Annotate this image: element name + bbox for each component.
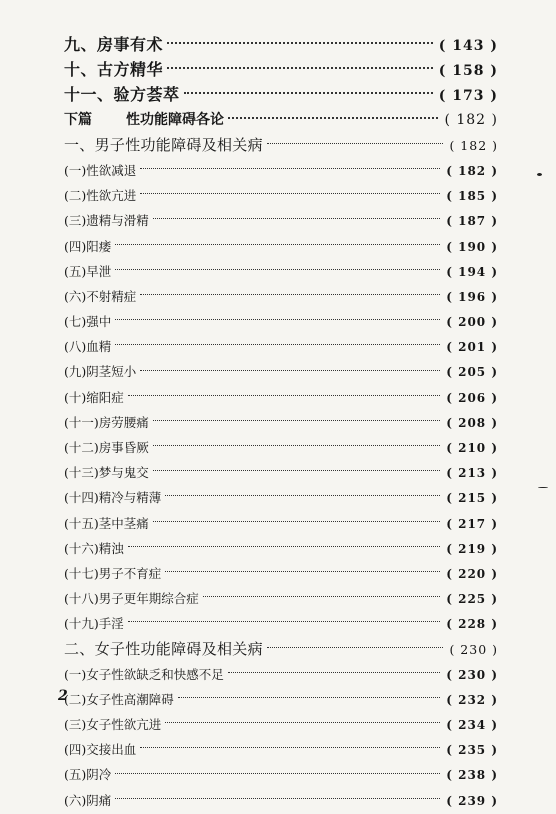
toc-entry-title: (五)早泄 bbox=[64, 263, 112, 279]
toc-entry-page: ( 238 ) bbox=[446, 768, 498, 783]
dot-leader bbox=[267, 142, 444, 144]
toc-entry-title: (八)血精 bbox=[64, 339, 112, 355]
dot-leader bbox=[153, 520, 440, 522]
part-title: 性功能障碍各论 bbox=[126, 111, 224, 128]
toc-entry-page: ( 187 ) bbox=[446, 214, 498, 229]
part-prefix: 下篇 bbox=[64, 111, 92, 128]
dot-leader bbox=[153, 444, 440, 446]
toc-entry-title: 十、古方精华 bbox=[64, 60, 164, 80]
dot-leader bbox=[153, 217, 440, 219]
toc-entry-title: (二)女子性高潮障碍 bbox=[64, 691, 174, 707]
toc-entry bbox=[64, 611, 498, 636]
toc-entry-title: (七)强中 bbox=[64, 314, 112, 330]
toc-entry-title: (二)性欲亢进 bbox=[64, 188, 137, 204]
toc-entry-title: 九、房事有术 bbox=[64, 35, 164, 54]
toc-entry bbox=[64, 712, 498, 737]
toc-entry-page: ( 217 ) bbox=[446, 516, 498, 531]
dot-leader bbox=[178, 696, 440, 698]
toc-entry bbox=[64, 208, 498, 233]
toc-entry-title: (九)阴茎短小 bbox=[64, 364, 137, 380]
toc-entry-page: ( 219 ) bbox=[446, 541, 498, 556]
dot-leader bbox=[140, 369, 440, 371]
dot-leader bbox=[140, 167, 440, 169]
toc-entry bbox=[64, 32, 498, 57]
toc-entry bbox=[64, 108, 498, 133]
toc-entry bbox=[64, 234, 498, 259]
toc-entry bbox=[64, 586, 498, 611]
dot-leader bbox=[115, 243, 440, 245]
toc-entry-title: (十二)房事昏厥 bbox=[64, 440, 149, 455]
toc-entry-title: (十七)男子不育症 bbox=[64, 565, 162, 581]
toc-entry-title: 十一、验方荟萃 bbox=[64, 85, 180, 105]
dot-leader bbox=[115, 268, 440, 270]
table-of-contents bbox=[64, 32, 498, 813]
dot-leader bbox=[165, 570, 440, 572]
toc-entry-page: ( 206 ) bbox=[446, 390, 498, 405]
dot-leader bbox=[128, 394, 440, 396]
toc-entry bbox=[64, 309, 498, 334]
toc-entry bbox=[64, 57, 498, 82]
toc-entry-title: (五)阴冷 bbox=[64, 767, 112, 783]
toc-entry-page: ( 228 ) bbox=[446, 617, 498, 632]
toc-entry bbox=[64, 536, 498, 561]
toc-entry-title: (四)阳痿 bbox=[64, 238, 112, 254]
dot-leader bbox=[203, 595, 440, 597]
dot-leader bbox=[153, 419, 440, 421]
scan-speck bbox=[537, 173, 542, 176]
toc-entry bbox=[64, 158, 498, 183]
toc-entry-page: ( 190 ) bbox=[446, 239, 498, 254]
toc-entry-title: (十一)房劳腰痛 bbox=[64, 414, 149, 430]
toc-entry bbox=[64, 385, 498, 410]
toc-entry-title: 一、男子性功能障碍及相关病 bbox=[64, 135, 263, 154]
toc-entry-title: 二、女子性功能障碍及相关病 bbox=[64, 639, 263, 658]
dot-leader bbox=[115, 318, 440, 320]
dot-leader bbox=[167, 41, 433, 44]
dot-leader bbox=[115, 772, 440, 774]
toc-entry-title: (六)不射精症 bbox=[64, 288, 137, 304]
toc-entry bbox=[64, 359, 498, 384]
dot-leader bbox=[128, 620, 440, 622]
toc-entry bbox=[64, 133, 498, 158]
toc-entry bbox=[64, 284, 498, 309]
toc-entry bbox=[64, 511, 498, 536]
toc-entry-title: (一)性欲减退 bbox=[64, 162, 137, 178]
toc-entry-page: ( 234 ) bbox=[446, 718, 498, 733]
dot-leader bbox=[140, 192, 440, 194]
toc-entry-page: ( 220 ) bbox=[446, 566, 498, 581]
toc-entry bbox=[64, 662, 498, 687]
toc-entry-title: (四)交接出血 bbox=[64, 742, 137, 758]
toc-entry-page: ( 235 ) bbox=[446, 743, 498, 758]
toc-entry-page: ( 230 ) bbox=[449, 641, 498, 657]
toc-entry bbox=[64, 82, 498, 107]
toc-entry-page: ( 210 ) bbox=[446, 441, 498, 455]
page-number: 2 bbox=[58, 688, 68, 704]
toc-entry-title: (一)女子性欲缺乏和快感不足 bbox=[64, 666, 224, 682]
toc-entry-title: (十五)茎中茎痛 bbox=[64, 515, 149, 531]
toc-entry-page: ( 158 ) bbox=[438, 63, 498, 80]
toc-entry bbox=[64, 737, 498, 762]
dot-leader bbox=[184, 91, 433, 94]
toc-entry bbox=[64, 334, 498, 359]
toc-entry-page: ( 185 ) bbox=[446, 189, 498, 204]
toc-entry-page: ( 208 ) bbox=[446, 415, 498, 430]
dot-leader bbox=[267, 646, 444, 648]
dot-leader bbox=[167, 66, 433, 69]
toc-entry-title bbox=[64, 108, 226, 133]
dot-leader bbox=[115, 797, 440, 799]
toc-entry-page: ( 182 ) bbox=[444, 111, 498, 128]
toc-entry-page: ( 215 ) bbox=[446, 491, 498, 506]
toc-entry-page: ( 225 ) bbox=[446, 592, 498, 607]
toc-entry-title: (十三)梦与鬼交 bbox=[64, 465, 149, 481]
dot-leader bbox=[115, 343, 440, 345]
toc-entry-page: ( 200 ) bbox=[446, 315, 498, 330]
toc-entry-title: (十八)男子更年期综合症 bbox=[64, 591, 199, 607]
toc-entry bbox=[64, 637, 498, 662]
dot-leader bbox=[153, 469, 440, 471]
toc-entry-title: (十九)手淫 bbox=[64, 616, 124, 632]
toc-entry bbox=[64, 259, 498, 284]
toc-entry-page: ( 230 ) bbox=[446, 667, 498, 682]
dot-leader bbox=[228, 671, 440, 673]
toc-entry-title: (十)缩阳症 bbox=[64, 389, 124, 405]
toc-entry-title: (十六)精浊 bbox=[64, 540, 124, 556]
toc-entry-title: (六)阴痛 bbox=[64, 792, 112, 808]
toc-entry-page: ( 182 ) bbox=[446, 163, 498, 178]
toc-entry-title: (三)遗精与滑精 bbox=[64, 213, 149, 229]
toc-entry bbox=[64, 485, 498, 510]
toc-entry bbox=[64, 561, 498, 586]
toc-entry-title: (十四)精冷与精薄 bbox=[64, 490, 162, 506]
toc-entry-title: (三)女子性欲亢进 bbox=[64, 717, 162, 733]
toc-entry-page: ( 173 ) bbox=[438, 88, 498, 105]
toc-entry bbox=[64, 788, 498, 813]
toc-entry-page: ( 196 ) bbox=[446, 289, 498, 304]
toc-entry bbox=[64, 762, 498, 787]
toc-entry-page: ( 201 ) bbox=[446, 340, 498, 355]
toc-entry-page: ( 182 ) bbox=[449, 137, 498, 153]
scan-speck bbox=[538, 487, 548, 488]
toc-entry-page: ( 205 ) bbox=[446, 365, 498, 380]
dot-leader bbox=[165, 721, 440, 723]
toc-entry bbox=[64, 687, 498, 712]
toc-entry-page: ( 239 ) bbox=[446, 793, 498, 808]
dot-leader bbox=[228, 116, 438, 119]
toc-entry-page: ( 194 ) bbox=[446, 264, 498, 279]
dot-leader bbox=[165, 494, 440, 496]
toc-entry-page: ( 213 ) bbox=[446, 466, 498, 481]
toc-entry-page: ( 143 ) bbox=[438, 38, 498, 54]
dot-leader bbox=[140, 293, 440, 295]
toc-entry bbox=[64, 460, 498, 485]
dot-leader bbox=[128, 545, 440, 547]
toc-entry bbox=[64, 183, 498, 208]
toc-entry bbox=[64, 435, 498, 460]
toc-entry-page: ( 232 ) bbox=[446, 692, 498, 707]
dot-leader bbox=[140, 746, 440, 748]
toc-entry bbox=[64, 410, 498, 435]
